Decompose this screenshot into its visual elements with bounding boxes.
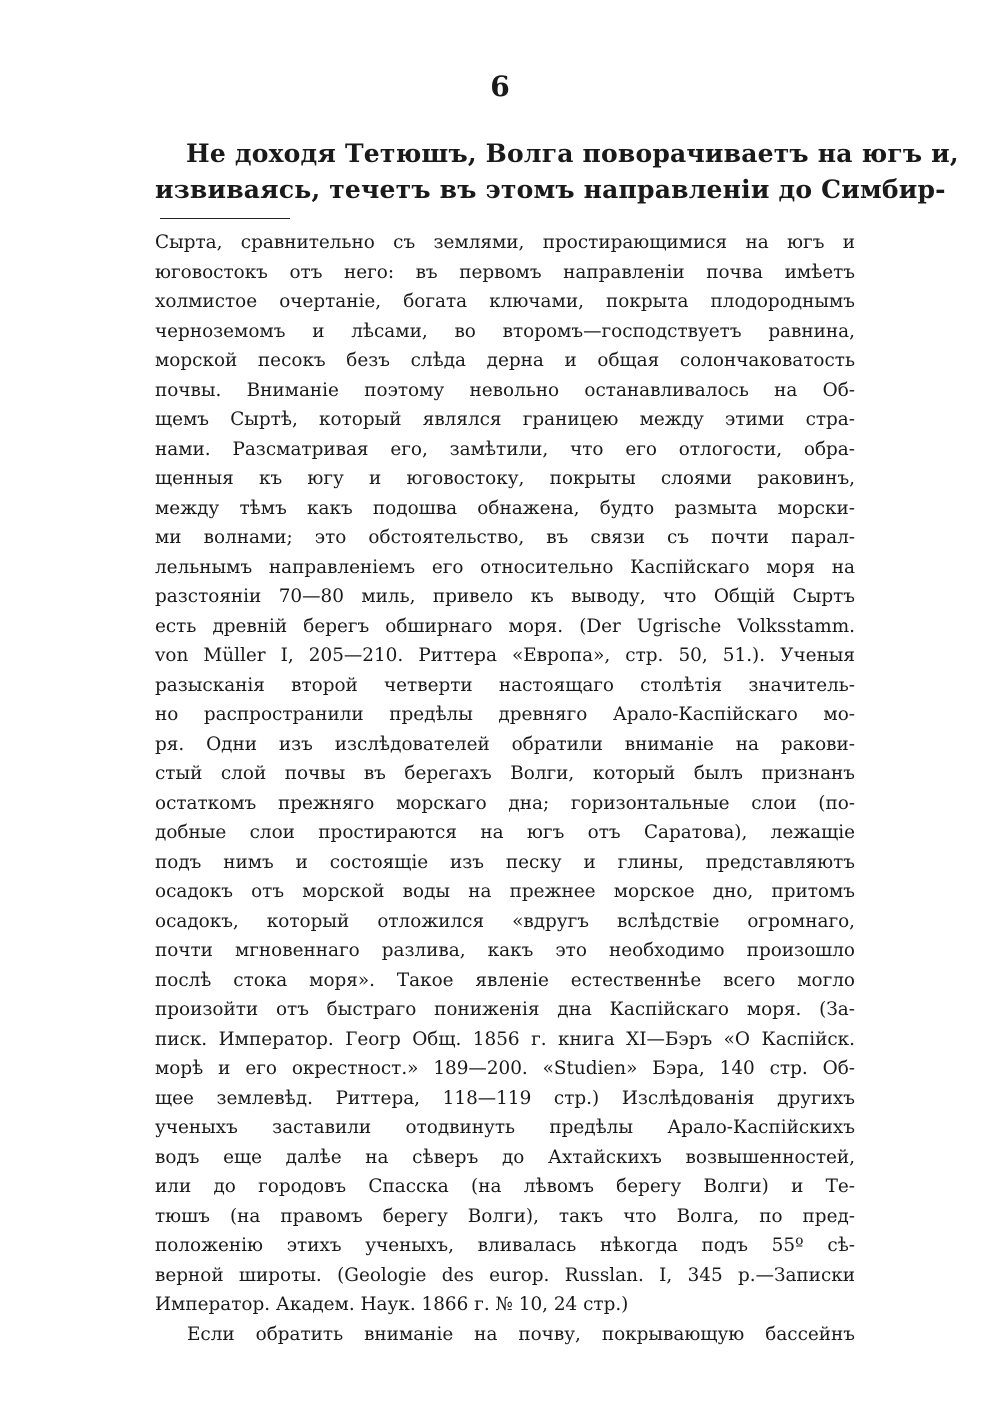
footnote-text (155, 228, 855, 1349)
footnote-line: ми волнами; это обстоятельство, въ связи съ почти парал- (155, 527, 855, 548)
footnote-line: стый слой почвы въ берегахъ Волги, который былъ признанъ (155, 763, 855, 784)
footnote-line: писк. Император. Геогр Общ. 1856 г. книга XI—Бэръ «О Каспійск. (155, 1028, 855, 1050)
footnote-line: нами. Разсматривая его, замѣтили, что его отлогости, обра- (155, 438, 855, 460)
footnote-line: Император. Академ. Наук. 1866 г. № 10, 24 стр.) (155, 1294, 629, 1315)
footnote-line: осадокъ, который отложился «вдругъ вслѣдствіе огромнаго, (155, 910, 855, 932)
footnote-line: щее землевѣд. Риттера, 118—119 стр.) Изслѣдованія другихъ (155, 1087, 855, 1109)
footnote-line: ря. Одни изъ изслѣдователей обратили вниманіе на ракови- (155, 733, 855, 755)
footnote-line: ученыхъ заставили отодвинуть предѣлы Арало-Каспійскихъ (155, 1117, 855, 1138)
footnote-line: водъ еще далѣе на сѣверъ до Ахтайскихъ возвышенностей, (155, 1146, 855, 1168)
footnote-line: остаткомъ прежняго морскаго дна; горизонтальные слои (по- (155, 792, 855, 814)
footnote-line: положенію этихъ ученыхъ, вливалась нѣкогда подъ 55º сѣ- (155, 1235, 855, 1256)
footnote-line: верной широты. (Geologie des europ. Russlan. I, 345 p.—Записки (155, 1264, 855, 1286)
footnote-line: Сырта, сравнительно съ землями, простирающимися на югъ и (155, 232, 855, 253)
footnote-line: подъ нимъ и состоящіе изъ песку и глины, представляютъ (155, 851, 855, 873)
footnote-line: тюшъ (на правомъ берегу Волги), такъ что Волга, по пред- (155, 1205, 855, 1227)
footnote-line: разстояніи 70—80 миль, привело къ выводу, что Общій Сыртъ (155, 586, 855, 607)
footnote-line: von Müller I, 205—210. Риттера «Европа», стр. 50, 51.). Ученыя (155, 645, 855, 666)
footnote-line: черноземомъ и лѣсами, во второмъ—господствуетъ равнина, (155, 320, 855, 342)
page-number: 6 (490, 70, 510, 103)
footnote-line: лельнымъ направленіемъ его относительно Каспійскаго моря на (155, 556, 855, 578)
footnote-line: добные слои простираются на югъ отъ Саратова), лежащіе (155, 822, 855, 843)
footnote-line: произойти отъ быстраго пониженія дна Каспійскаго моря. (За- (155, 999, 855, 1020)
footnote-line: послѣ стока моря». Такое явленіе естественнѣе всего могло (155, 969, 855, 991)
footnote-line: разысканія второй четверти настоящаго столѣтія значитель- (155, 674, 855, 696)
footnote-separator (160, 218, 290, 219)
footnote-line: почвы. Вниманіе поэтому невольно останавливалось на Об- (155, 379, 855, 401)
heading-line-2: извиваясь, течетъ въ этомъ направленіи до Симбир- (155, 175, 946, 204)
footnote-line: есть древній берегъ обширнаго моря. (Der Ugrische Volksstamm. (155, 615, 855, 637)
footnote-line: юговостокъ отъ него: въ первомъ направленіи почва имѣетъ (155, 261, 855, 283)
footnote-line: щенныя къ югу и юговостоку, покрыты слоями раковинъ, (155, 468, 855, 489)
footnote-line: морской песокъ безъ слѣда дерна и общая солончаковатость (155, 350, 855, 371)
footnote-line: между тѣмъ какъ подошва обнажена, будто размыта морски- (155, 497, 855, 519)
footnote-line: осадокъ отъ морской воды на прежнее морское дно, притомъ (155, 881, 855, 902)
footnote-line: почти мгновеннаго разлива, какъ это необходимо произошло (155, 940, 855, 961)
footnote-line: но распространили предѣлы древняго Арало-Каспійскаго мо- (155, 704, 855, 725)
footnote-line: или до городовъ Спасска (на лѣвомъ берегу Волги) и Те- (155, 1176, 855, 1197)
body-text-line: Если обратить вниманіе на почву, покрывающую бассейнъ (187, 1323, 855, 1345)
footnote-line: щемъ Сыртѣ, который являлся границею между этими стра- (155, 409, 855, 430)
footnote-line: морѣ и его окрестност.» 189—200. «Studien» Бэра, 140 стр. Об- (155, 1058, 855, 1079)
footnote-line: холмистое очертаніе, богата ключами, покрыта плодороднымъ (155, 291, 855, 312)
heading-line-1: Не доходя Тетюшъ, Волга поворачиваетъ на югъ и, (186, 139, 959, 168)
